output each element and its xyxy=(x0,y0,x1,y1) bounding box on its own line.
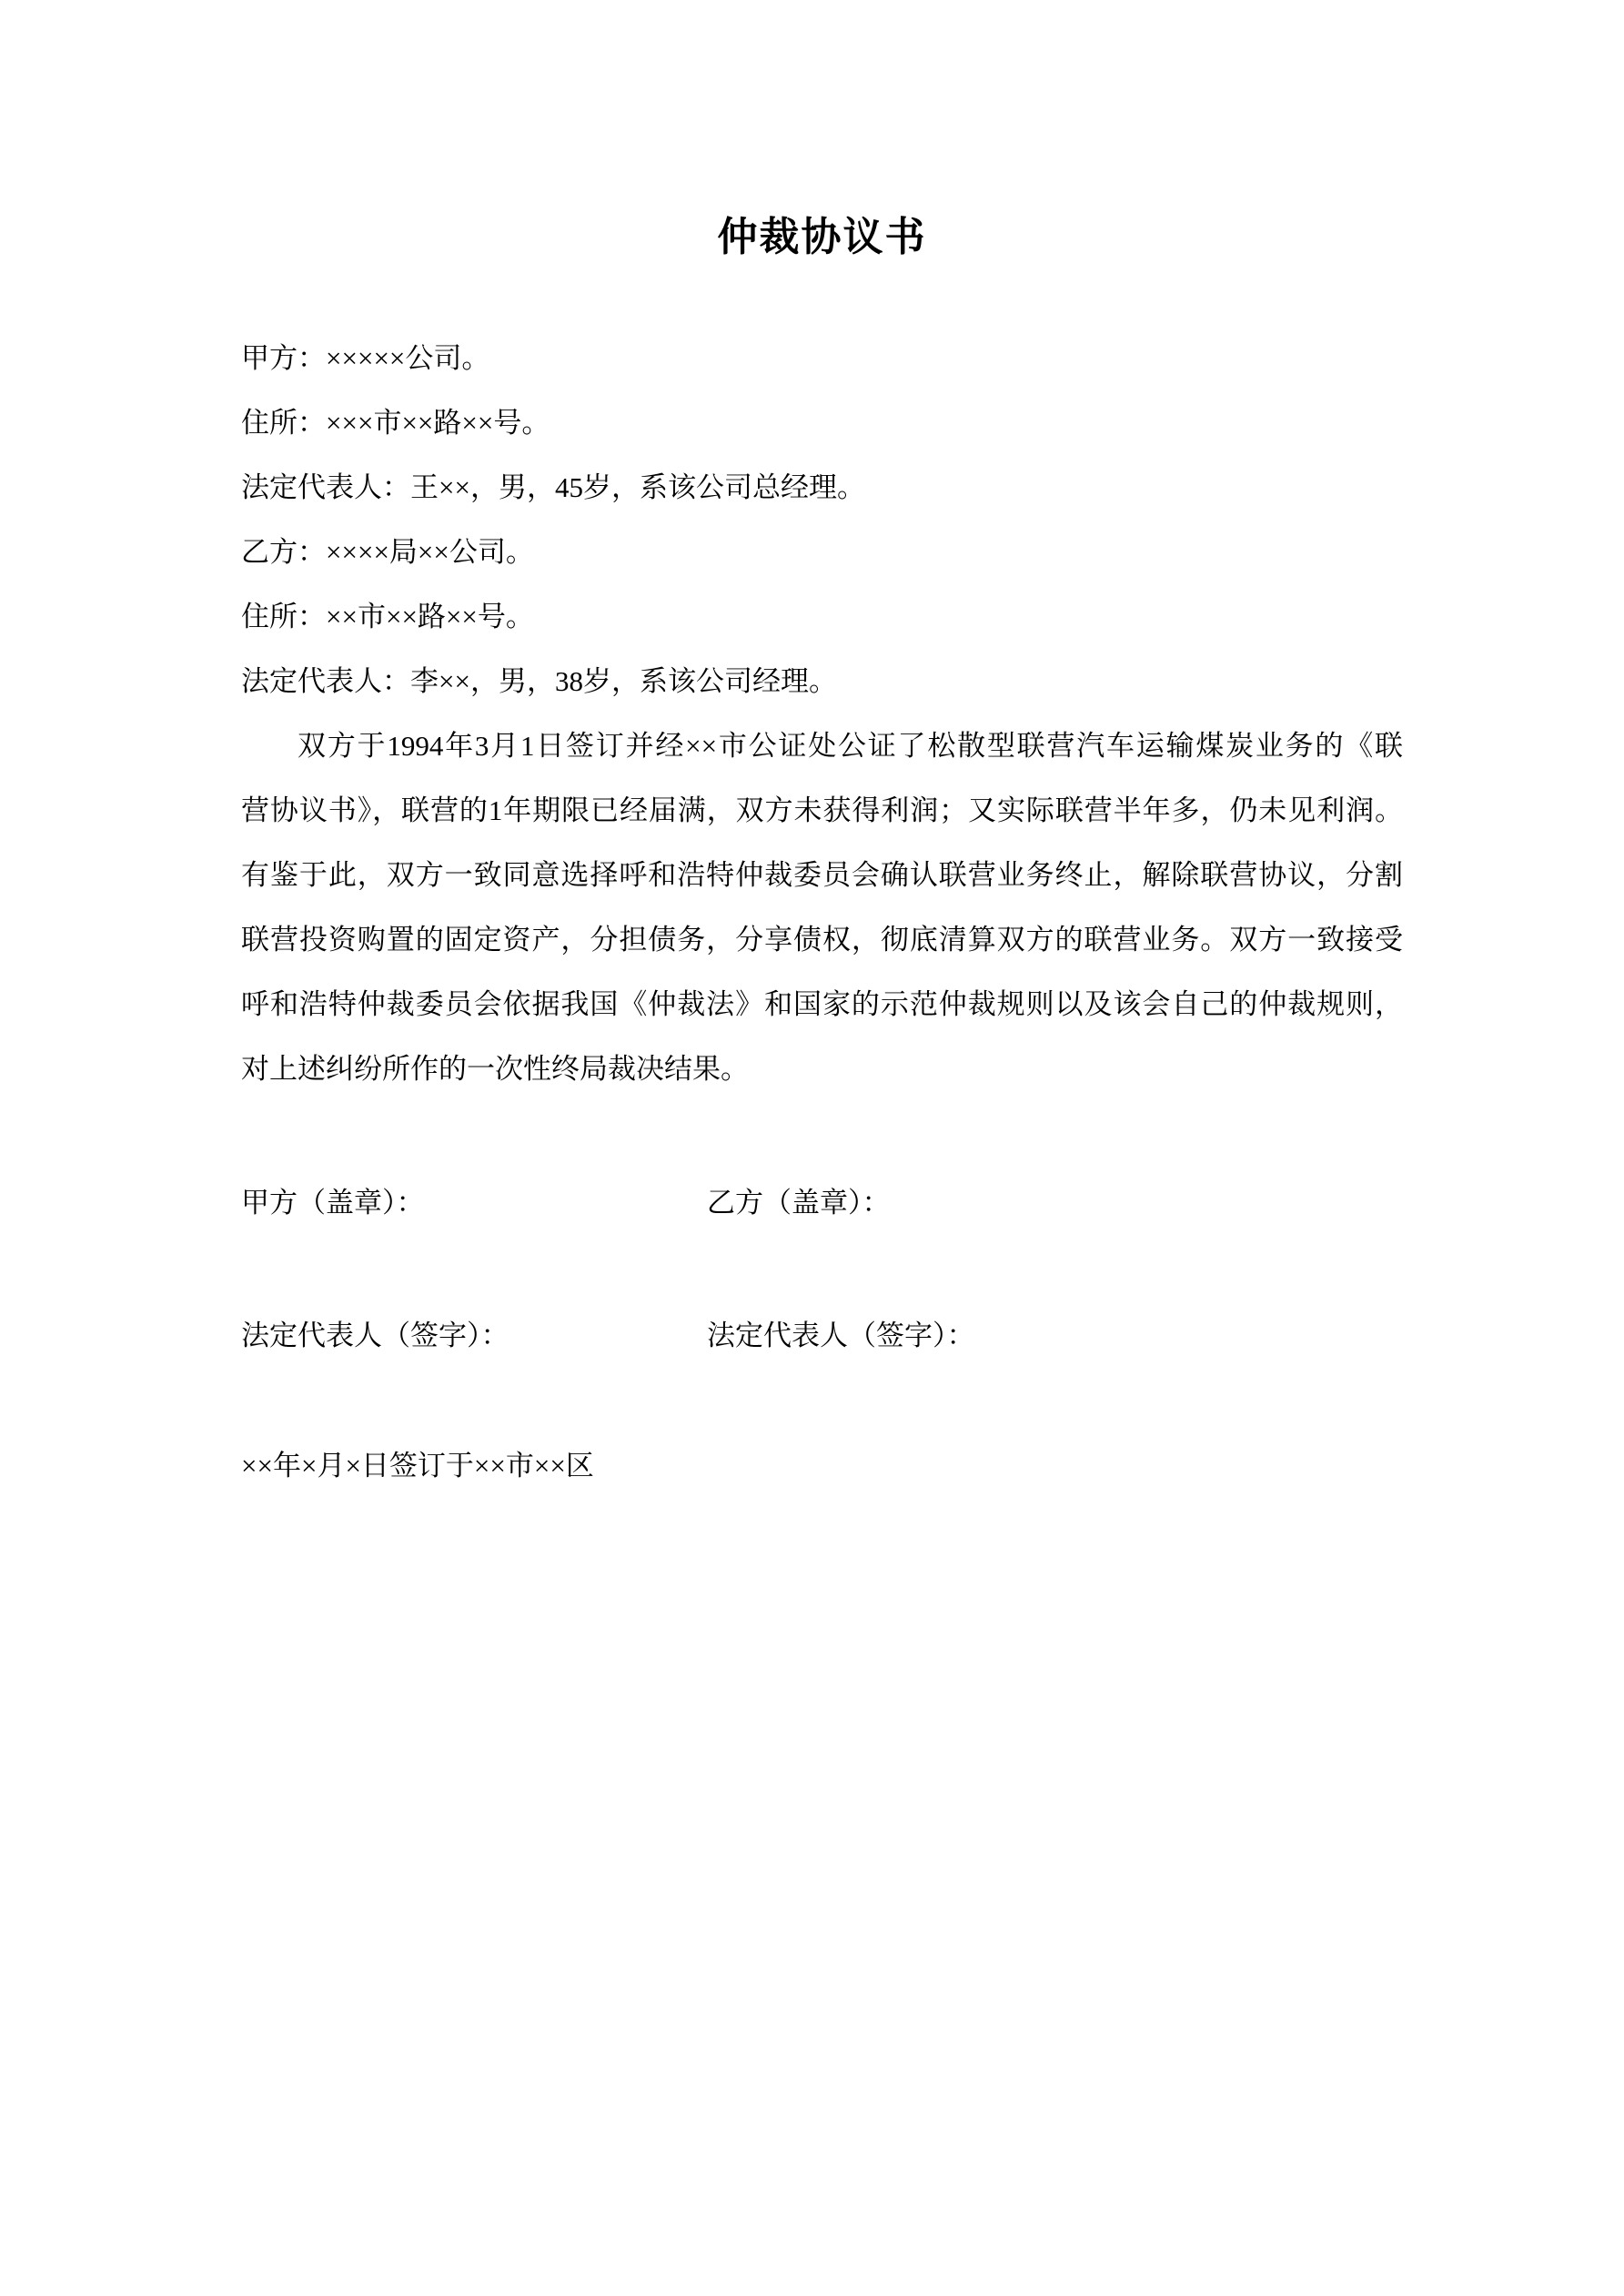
parties-section xyxy=(241,326,1403,713)
party-b-name-line: 乙方：××××局××公司。 xyxy=(241,536,534,568)
spacer xyxy=(241,1368,1403,1433)
body-paragraph-line: 营协议书》，联营的1年期限已经届满，双方未获得利润；又实际联营半年多，仍未见利润。 xyxy=(241,794,1403,826)
party-b-seal-label: 乙方（盖章）： xyxy=(707,1187,891,1219)
party-b-address-line: 住所：××市××路××号。 xyxy=(241,601,534,632)
body-paragraph-line: 对上述纠纷所作的一次性终局裁决结果。 xyxy=(241,1053,749,1085)
signature-row xyxy=(241,1303,1403,1368)
body-paragraph-line: 联营投资购置的固定资产，分担债务，分享债权，彻底清算双方的联营业务。双方一致接受 xyxy=(241,924,1403,956)
body-paragraph-line: 有鉴于此，双方一致同意选择呼和浩特仲裁委员会确认联营业务终止，解除联营协议，分割 xyxy=(241,859,1403,891)
party-a-name-line: 甲方：×××××公司。 xyxy=(241,342,490,374)
party-b-representative-line: 法定代表人：李××，男，38岁，系该公司经理。 xyxy=(241,665,837,697)
body-paragraph xyxy=(241,713,1403,1101)
date-place-line: ××年×月×日签订于××市××区 xyxy=(241,1450,594,1482)
document-title: 仲裁协议书 xyxy=(717,215,927,259)
seal-row xyxy=(241,1170,1403,1235)
party-b-sign-label: 法定代表人（签字）： xyxy=(707,1320,975,1351)
spacer xyxy=(241,1235,1403,1303)
document-content xyxy=(0,215,1624,1498)
body-paragraph-line: 呼和浩特仲裁委员会依据我国《仲裁法》和国家的示范仲裁规则以及该会自己的仲裁规则， xyxy=(241,988,1403,1020)
body-paragraph-line: 双方于1994年3月1日签订并经××市公证处公证了松散型联营汽车运输煤炭业务的《联 xyxy=(298,730,1403,762)
party-a-sign-label: 法定代表人（签字）： xyxy=(241,1320,509,1351)
party-a-representative-line: 法定代表人：王××，男，45岁，系该公司总经理。 xyxy=(241,471,865,503)
party-a-address-line: 住所：×××市××路××号。 xyxy=(241,407,550,439)
spacer xyxy=(241,1101,1403,1170)
party-a-seal-label: 甲方（盖章）： xyxy=(241,1187,425,1219)
